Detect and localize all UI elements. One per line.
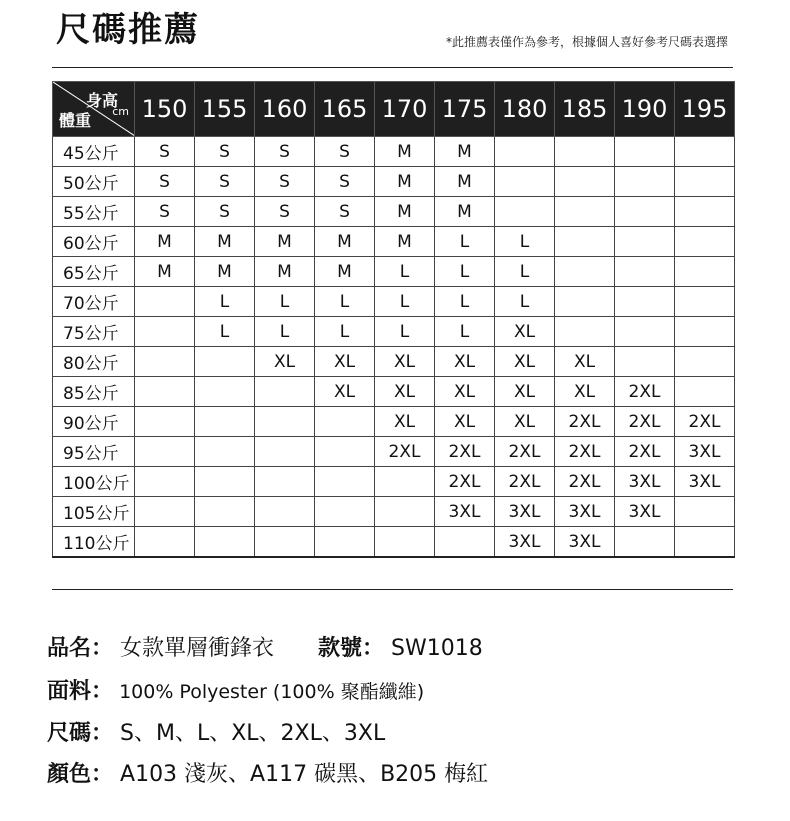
size-cell: M xyxy=(375,137,435,167)
height-header-cell: 155 xyxy=(195,82,255,137)
height-header-cell: 195 xyxy=(675,82,735,137)
weight-cell: 105公斤 xyxy=(53,497,135,527)
size-cell: S xyxy=(315,197,375,227)
weight-cell: 95公斤 xyxy=(53,437,135,467)
height-header-cell: 180 xyxy=(495,82,555,137)
size-cell: S xyxy=(315,137,375,167)
size-cell: M xyxy=(255,257,315,287)
size-cell xyxy=(435,527,495,558)
product-name-value: 女款單層衝鋒衣 xyxy=(120,636,275,661)
size-cell: 2XL xyxy=(555,467,615,497)
size-cell: L xyxy=(435,257,495,287)
model-value: SW1018 xyxy=(391,636,483,661)
size-cell: L xyxy=(315,317,375,347)
size-cell xyxy=(315,437,375,467)
size-cell xyxy=(495,167,555,197)
table-row xyxy=(53,167,735,197)
size-cell xyxy=(675,167,735,197)
table-row xyxy=(53,257,735,287)
height-header-cell: 175 xyxy=(435,82,495,137)
size-cell: XL xyxy=(435,347,495,377)
size-cell xyxy=(135,287,195,317)
size-cell: XL xyxy=(495,407,555,437)
disclaimer-note: *此推薦表僅作為參考，根據個人喜好參考尺碼表選擇 xyxy=(445,35,728,49)
size-cell xyxy=(675,257,735,287)
size-cell: L xyxy=(315,287,375,317)
size-cell: XL xyxy=(375,377,435,407)
size-cell: M xyxy=(375,197,435,227)
size-cell: L xyxy=(435,227,495,257)
material-line xyxy=(47,677,424,707)
weight-cell: 50公斤 xyxy=(53,167,135,197)
size-cell xyxy=(195,377,255,407)
size-cell xyxy=(615,227,675,257)
weight-cell: 85公斤 xyxy=(53,377,135,407)
size-cell xyxy=(255,467,315,497)
weight-label: 體重 xyxy=(59,111,92,130)
size-cell: L xyxy=(375,287,435,317)
size-cell xyxy=(195,527,255,558)
size-cell: M xyxy=(135,227,195,257)
size-cell: 2XL xyxy=(495,437,555,467)
page-title: 尺碼推薦 xyxy=(56,10,200,50)
size-cell xyxy=(675,227,735,257)
height-header-cell: 160 xyxy=(255,82,315,137)
size-cell: 2XL xyxy=(615,377,675,407)
table-row xyxy=(53,437,735,467)
size-cell: 2XL xyxy=(435,467,495,497)
weight-cell: 80公斤 xyxy=(53,347,135,377)
height-header-cell: 150 xyxy=(135,82,195,137)
size-cell: L xyxy=(435,317,495,347)
colors-label: 顏色： xyxy=(47,762,114,787)
height-label: 身高 xyxy=(85,91,118,110)
size-cell xyxy=(195,467,255,497)
size-cell xyxy=(555,197,615,227)
size-cell xyxy=(555,137,615,167)
size-cell: 2XL xyxy=(555,437,615,467)
size-cell: XL xyxy=(495,347,555,377)
size-cell: M xyxy=(195,257,255,287)
size-cell: 3XL xyxy=(555,497,615,527)
size-cell: S xyxy=(135,137,195,167)
size-cell xyxy=(555,287,615,317)
model-label: 款號： xyxy=(318,636,385,661)
size-cell: L xyxy=(375,257,435,287)
material-label: 面料： xyxy=(47,679,114,704)
size-cell xyxy=(675,347,735,377)
size-cell xyxy=(615,197,675,227)
size-cell: 2XL xyxy=(375,437,435,467)
size-cell xyxy=(135,377,195,407)
table-row xyxy=(53,407,735,437)
size-cell: XL xyxy=(315,347,375,377)
weight-cell: 45公斤 xyxy=(53,137,135,167)
size-cell: XL xyxy=(495,377,555,407)
size-cell xyxy=(615,167,675,197)
size-cell xyxy=(255,437,315,467)
size-cell: M xyxy=(135,257,195,287)
sizes-value: S、M、L、XL、2XL、3XL xyxy=(120,721,386,746)
size-cell: 2XL xyxy=(495,467,555,497)
size-cell xyxy=(615,287,675,317)
size-cell: 3XL xyxy=(615,467,675,497)
size-cell: 3XL xyxy=(675,467,735,497)
size-cell: L xyxy=(255,317,315,347)
size-cell: L xyxy=(195,317,255,347)
size-cell: S xyxy=(135,167,195,197)
size-cell xyxy=(315,407,375,437)
size-cell: 3XL xyxy=(675,437,735,467)
size-cell xyxy=(135,527,195,558)
size-cell xyxy=(675,197,735,227)
size-cell xyxy=(375,467,435,497)
size-cell: XL xyxy=(375,407,435,437)
size-cell: S xyxy=(255,197,315,227)
table-row xyxy=(53,197,735,227)
size-cell xyxy=(675,497,735,527)
size-cell xyxy=(195,347,255,377)
weight-cell: 70公斤 xyxy=(53,287,135,317)
size-cell xyxy=(255,377,315,407)
size-cell xyxy=(195,497,255,527)
size-cell: XL xyxy=(375,347,435,377)
size-cell xyxy=(255,527,315,558)
height-header-cell: 185 xyxy=(555,82,615,137)
size-chart-table xyxy=(52,81,735,558)
size-cell xyxy=(135,347,195,377)
size-cell: XL xyxy=(435,407,495,437)
size-cell: S xyxy=(195,137,255,167)
size-cell xyxy=(615,137,675,167)
product-name-line xyxy=(47,634,483,664)
size-cell: 3XL xyxy=(495,527,555,558)
sizes-line xyxy=(47,719,385,749)
sizes-label: 尺碼： xyxy=(47,721,114,746)
size-cell xyxy=(495,137,555,167)
size-cell: S xyxy=(255,137,315,167)
size-cell: M xyxy=(315,227,375,257)
size-cell: XL xyxy=(555,377,615,407)
size-cell xyxy=(615,257,675,287)
product-name-label: 品名： xyxy=(47,636,114,661)
size-cell xyxy=(555,317,615,347)
material-value: 100% Polyester (100% 聚酯纖維) xyxy=(119,681,425,703)
size-cell: 3XL xyxy=(615,497,675,527)
size-cell: 2XL xyxy=(615,407,675,437)
size-cell xyxy=(375,527,435,558)
size-cell: M xyxy=(435,137,495,167)
weight-cell: 65公斤 xyxy=(53,257,135,287)
size-cell xyxy=(615,317,675,347)
size-cell xyxy=(135,317,195,347)
table-row xyxy=(53,377,735,407)
table-row xyxy=(53,467,735,497)
weight-cell: 90公斤 xyxy=(53,407,135,437)
colors-value: A103 淺灰、A117 碳黑、B205 梅紅 xyxy=(120,762,489,787)
size-cell xyxy=(675,287,735,317)
weight-cell: 60公斤 xyxy=(53,227,135,257)
table-row xyxy=(53,287,735,317)
size-cell: L xyxy=(495,257,555,287)
size-cell: XL xyxy=(495,317,555,347)
size-cell xyxy=(555,227,615,257)
size-cell xyxy=(315,497,375,527)
table-row xyxy=(53,227,735,257)
table-corner-cell xyxy=(53,82,135,137)
size-cell xyxy=(255,407,315,437)
height-header-cell: 190 xyxy=(615,82,675,137)
size-cell: M xyxy=(375,227,435,257)
height-header-row xyxy=(53,82,735,137)
table-row xyxy=(53,347,735,377)
table-row xyxy=(53,527,735,558)
size-cell: 2XL xyxy=(555,407,615,437)
size-chart-body xyxy=(53,137,735,558)
size-cell xyxy=(195,437,255,467)
size-cell xyxy=(315,467,375,497)
size-cell xyxy=(255,497,315,527)
size-cell xyxy=(675,377,735,407)
size-cell xyxy=(675,527,735,558)
size-cell: L xyxy=(435,287,495,317)
size-cell: 2XL xyxy=(615,437,675,467)
size-cell: XL xyxy=(555,347,615,377)
size-cell xyxy=(615,347,675,377)
size-cell xyxy=(615,527,675,558)
size-cell: L xyxy=(375,317,435,347)
size-cell xyxy=(375,497,435,527)
size-cell: S xyxy=(135,197,195,227)
size-cell: XL xyxy=(435,377,495,407)
size-cell xyxy=(315,527,375,558)
bottom-divider xyxy=(52,589,733,590)
size-cell: 3XL xyxy=(495,497,555,527)
size-cell: L xyxy=(495,287,555,317)
weight-cell: 100公斤 xyxy=(53,467,135,497)
size-cell: M xyxy=(315,257,375,287)
size-cell: M xyxy=(195,227,255,257)
weight-cell: 110公斤 xyxy=(53,527,135,558)
size-cell: M xyxy=(255,227,315,257)
size-cell: M xyxy=(375,167,435,197)
size-cell: S xyxy=(195,197,255,227)
height-header-cell: 165 xyxy=(315,82,375,137)
size-cell: S xyxy=(195,167,255,197)
size-cell: M xyxy=(435,167,495,197)
size-cell: 2XL xyxy=(675,407,735,437)
size-cell xyxy=(135,407,195,437)
table-row xyxy=(53,497,735,527)
size-cell: 2XL xyxy=(435,437,495,467)
table-row xyxy=(53,137,735,167)
size-cell xyxy=(555,167,615,197)
size-cell: S xyxy=(255,167,315,197)
size-cell xyxy=(495,197,555,227)
size-cell xyxy=(195,407,255,437)
size-cell xyxy=(555,257,615,287)
size-cell: S xyxy=(315,167,375,197)
weight-cell: 75公斤 xyxy=(53,317,135,347)
height-header-cell: 170 xyxy=(375,82,435,137)
size-cell: XL xyxy=(315,377,375,407)
size-cell xyxy=(135,467,195,497)
table-row xyxy=(53,317,735,347)
weight-cell: 55公斤 xyxy=(53,197,135,227)
size-cell: M xyxy=(435,197,495,227)
size-cell: L xyxy=(255,287,315,317)
size-cell: 3XL xyxy=(435,497,495,527)
top-divider xyxy=(52,67,733,68)
size-cell xyxy=(675,317,735,347)
size-cell: 3XL xyxy=(555,527,615,558)
size-cell: XL xyxy=(255,347,315,377)
size-cell: L xyxy=(195,287,255,317)
size-cell: L xyxy=(495,227,555,257)
height-unit: cm xyxy=(112,105,129,118)
size-cell xyxy=(675,137,735,167)
size-cell xyxy=(135,437,195,467)
size-cell xyxy=(135,497,195,527)
colors-line xyxy=(47,760,488,790)
